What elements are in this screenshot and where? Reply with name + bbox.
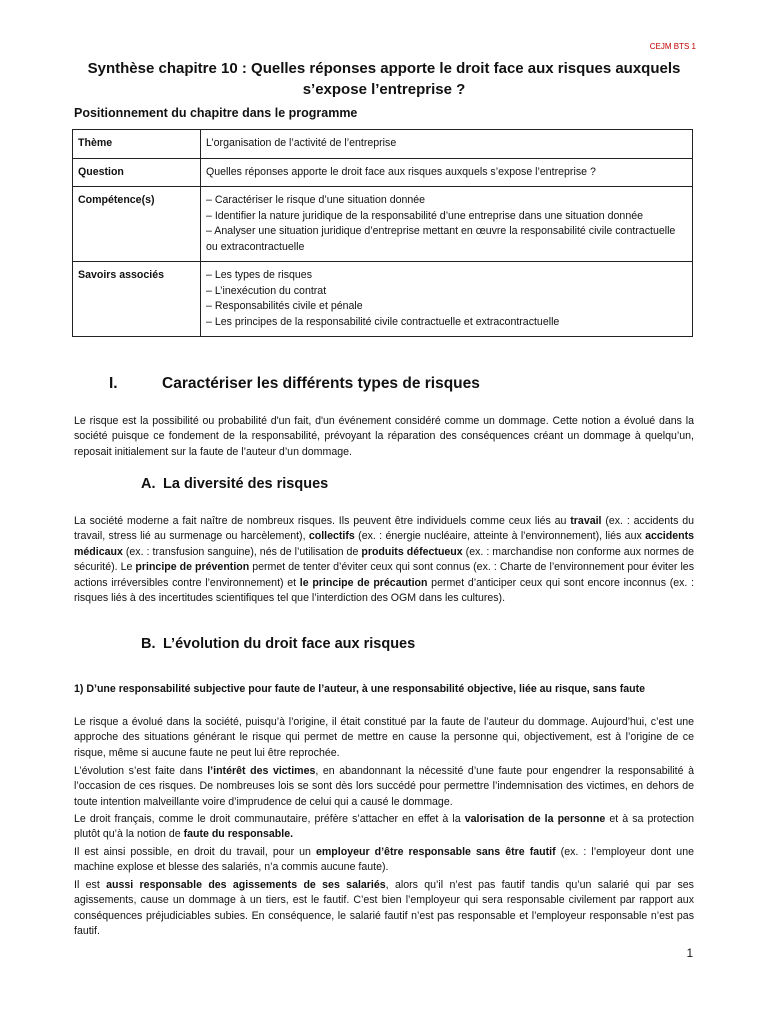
sectionA-paragraph xyxy=(74,514,694,606)
table-value xyxy=(201,130,693,159)
section-number: A. xyxy=(141,476,156,492)
bold-run: valorisation de la personne xyxy=(464,813,606,825)
section-heading-a xyxy=(141,476,328,492)
page-title: Synthèse chapitre 10 : Quelles réponses apporte le droit face aux risques auxquels s’expose l’entreprise ? xyxy=(87,60,681,98)
page-number: 1 xyxy=(686,948,693,960)
table-row xyxy=(73,262,693,337)
bold-run: faute du responsable. xyxy=(183,828,294,841)
bold-run: collectifs xyxy=(308,530,355,543)
table-key: Thème xyxy=(73,130,201,159)
bold-run: produits défectueux xyxy=(361,545,463,558)
bold-run: principe de prévention xyxy=(135,561,250,574)
text-run: Le droit français, comme le droit communautaire, préfère s’attacher en effet à la xyxy=(74,813,465,825)
sectionB-paragraph-4 xyxy=(74,845,694,876)
table-line: Quelles réponses apporte le droit face aux risques auxquels s’expose l’entreprise ? xyxy=(206,165,596,178)
text-run: (ex. : énergie nucléaire, atteinte à l’environnement), liés aux xyxy=(354,530,646,543)
sectionB-paragraph-2 xyxy=(74,764,694,810)
section-number: B. xyxy=(141,636,156,652)
text-run: (ex. : marchandise non conforme aux normes de sécurité). Le xyxy=(74,545,695,574)
table-key: Compétence(s) xyxy=(73,187,201,262)
table-key: Savoirs associés xyxy=(73,262,201,337)
text-run: Il est xyxy=(74,879,107,891)
table-row xyxy=(73,158,693,187)
section-heading-b xyxy=(141,636,415,652)
text-run: , alors qu’il n’est pas fautif tandis qu’un salarié qui par ses agissements, cause un dommage à un tiers, est le fautif. C’est bien l’employeur qui sera responsable civilement par rapport aux conséquences préjudiciables subies. En conséquence, le salarié fautif n’est pas responsable et l’employeur responsable n’est pas fautif. xyxy=(74,879,694,938)
bold-run: le principe de précaution xyxy=(299,576,428,589)
table-line: – Identifier la nature juridique de la responsabilité d’une entreprise dans une situation donnée xyxy=(206,209,643,222)
text-run: (ex. : transfusion sanguine), nés de l’utilisation de xyxy=(122,545,362,558)
section-heading-1 xyxy=(109,375,480,393)
text-run: Il est ainsi possible, en droit du travail, pour un xyxy=(74,846,316,858)
table-line: – Responsabilités civile et pénale xyxy=(206,300,363,312)
table-line: – Analyser une situation juridique d’entreprise mettant en œuvre la responsabilité civile contractuelle ou extracontractuelle xyxy=(206,225,676,253)
section1-intro: Le risque est la possibilité ou probabilité d'un fait, d'un événement considéré comme un dommage. Cette notion a évolué dans la société puisque ce fondement de la responsabilité, prévoyant la réparation des conséquences créant un dommage à quelqu’un, reposait initialement sur la faute de l’auteur d’un dommage. xyxy=(74,415,694,458)
text-run: (ex. : l’employeur dont une machine explose et blesse des salariés, n’a commis aucune faute). xyxy=(74,846,694,874)
table-line: – Caractériser le risque d’une situation donnée xyxy=(206,194,426,206)
sectionB-paragraph-5 xyxy=(74,878,694,940)
sectionB-paragraph-3 xyxy=(74,812,694,843)
table-value xyxy=(201,262,693,337)
text-run: (ex. : accidents du travail, stress lié au surmenage ou harcèlement), xyxy=(74,515,694,543)
text-run: , en abandonnant la nécessité d’une faute pour engendrer la responsabilité à l’occasion de ces risques. De nombreuses lois se sont dès lors succédé pour permettre l’indemnisation des victimes, en dehors de toute intention malveillante voire d’imprudence de celui qui a causé le dommage. xyxy=(74,765,694,808)
table-value xyxy=(201,158,693,187)
bold-run: l’intérêt des victimes xyxy=(207,765,316,777)
table-row xyxy=(73,130,693,159)
table-line: – L’inexécution du contrat xyxy=(206,284,327,297)
table-value xyxy=(201,187,693,262)
table-row xyxy=(73,187,693,262)
bold-run: travail xyxy=(570,515,602,527)
table-line: – Les principes de la responsabilité civile contractuelle et extracontractuelle xyxy=(206,315,560,328)
sectionB-paragraph-1: Le risque a évolué dans la société, puisqu’à l’origine, il était constitué par la faute de l’auteur du dommage. Aujourd’hui, c’est une approche des situations générant le risque qui permet de mettre en cause la personne qui, objectivement, est à l’origine de ce risque, même si aucune faute ne peut lui être reprochée. xyxy=(74,716,694,759)
bold-run: aussi responsable des agissements de ses salariés xyxy=(106,879,386,891)
text-run: et à sa protection plutôt qu’à la notion de xyxy=(74,813,694,841)
section-title: L’évolution du droit face aux risques xyxy=(163,636,416,652)
section-number: I. xyxy=(109,375,118,392)
positioning-label: Positionnement du chapitre dans le programme xyxy=(74,106,358,120)
table-key: Question xyxy=(73,158,201,187)
header-tag: CEJM BTS 1 xyxy=(649,42,696,51)
table-line: – Les types de risques xyxy=(206,269,312,281)
program-table xyxy=(72,129,693,337)
section-title: Caractériser les différents types de risques xyxy=(162,375,480,392)
text-run: permet d’anticiper ceux qui sont encore inconnus (ex. : risques liés à des incertitudes scientifiques tel que l’interdiction des OGM dans les cultures). xyxy=(74,576,695,605)
section-title: La diversité des risques xyxy=(163,476,329,492)
bold-run: accidents médicaux xyxy=(74,530,694,558)
table-line: L’organisation de l’activité de l’entreprise xyxy=(206,137,397,149)
subheading-1: 1) D’une responsabilité subjective pour faute de l’auteur, à une responsabilité objective, liée au risque, sans faute xyxy=(74,683,646,695)
text-run: L’évolution s’est faite dans xyxy=(74,765,208,777)
bold-run: employeur d’être responsable sans être fautif xyxy=(316,846,556,858)
text-run: permet de tenter d’éviter ceux qui sont connus (ex. : Charte de l’environnement pour éviter les actions irréversibles contre l’environnement) et xyxy=(74,561,694,589)
text-run: La société moderne a fait naître de nombreux risques. Ils peuvent être individuels comme ceux liés au xyxy=(74,515,571,527)
